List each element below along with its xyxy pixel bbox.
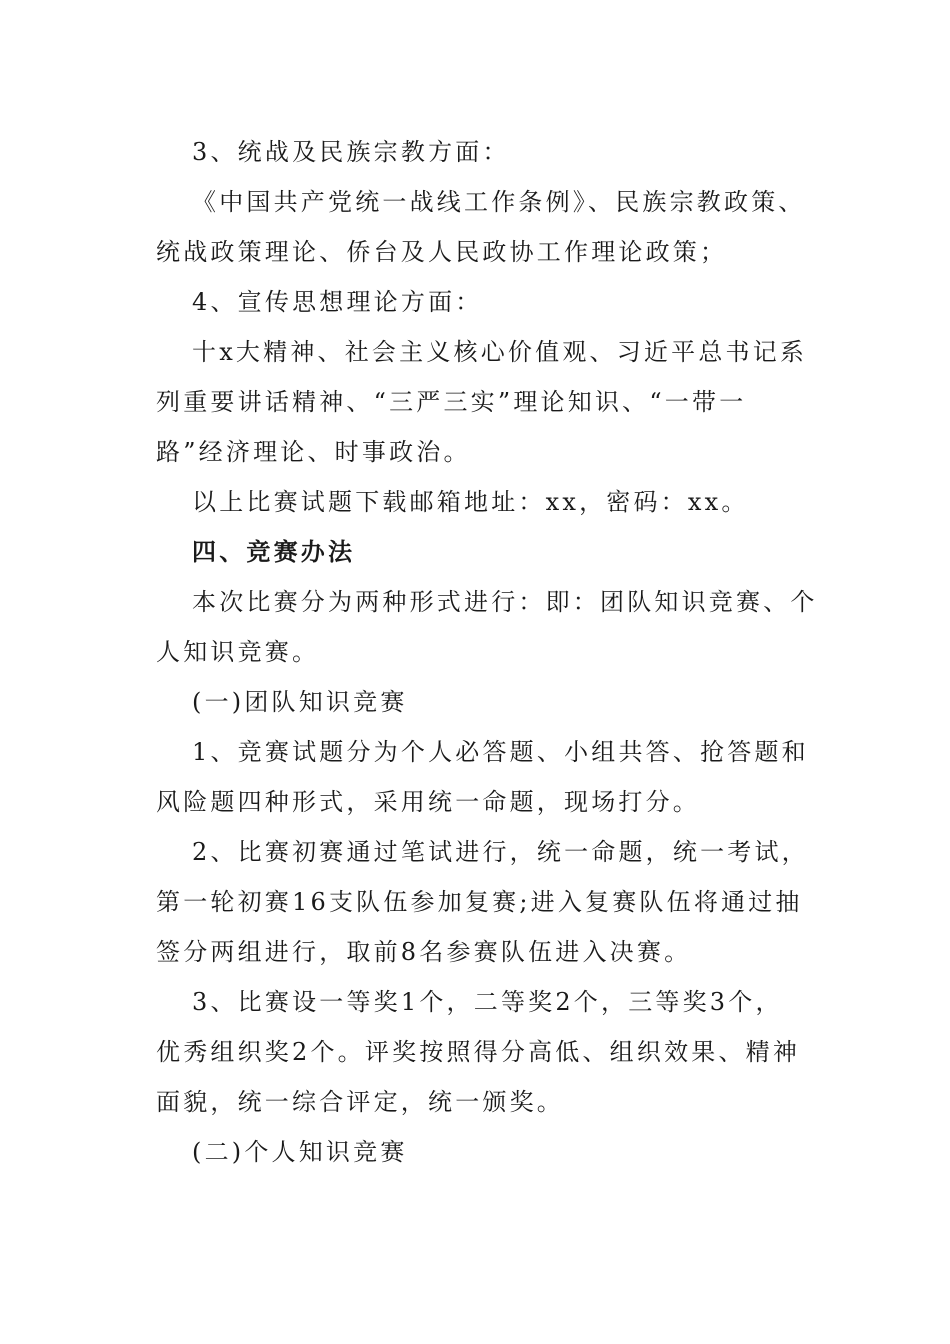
paragraph-line: 以上比赛试题下载邮箱地址：xx，密码：xx。: [192, 488, 749, 516]
paragraph-line: 1、竞赛试题分为个人必答题、小组共答、抢答题和: [192, 738, 809, 766]
paragraph-line: 路”经济理论、时事政治。: [156, 438, 471, 466]
section-heading: 四、竞赛办法: [192, 537, 356, 566]
paragraph-line: 《中国共产党统一战线工作条例》、民族宗教政策、: [192, 188, 806, 216]
paragraph-line: 优秀组织奖2个。评奖按照得分高低、组织效果、精神: [156, 1038, 801, 1066]
subsection-heading: (一)团队知识竞赛: [192, 688, 408, 716]
paragraph-line: 签分两组进行，取前8名参赛队伍进入决赛。: [156, 938, 692, 966]
paragraph-line: 十x大精神、社会主义核心价值观、习近平总书记系: [192, 338, 808, 366]
paragraph-heading: 4、宣传思想理论方面：: [192, 288, 483, 316]
paragraph-line: 本次比赛分为两种形式进行：即：团队知识竞赛、个: [192, 588, 818, 616]
subsection-heading: (二)个人知识竞赛: [192, 1138, 408, 1166]
paragraph-line: 第一轮初赛16支队伍参加复赛;进入复赛队伍将通过抽: [156, 888, 803, 916]
paragraph-line: 3、比赛设一等奖1个，二等奖2个，三等奖3个，: [192, 988, 783, 1016]
paragraph-heading: 3、统战及民族宗教方面：: [192, 138, 510, 166]
paragraph-line: 人知识竞赛。: [156, 638, 320, 666]
paragraph-line: 面貌，统一综合评定，统一颁奖。: [156, 1088, 564, 1116]
paragraph-line: 2、比赛初赛通过笔试进行，统一命题，统一考试，: [192, 838, 809, 866]
paragraph-line: 列重要讲话精神、“三严三实”理论知识、“一带一: [156, 388, 747, 416]
paragraph-line: 风险题四种形式，采用统一命题，现场打分。: [156, 788, 700, 816]
paragraph-line: 统战政策理论、侨台及人民政协工作理论政策；: [156, 238, 728, 266]
